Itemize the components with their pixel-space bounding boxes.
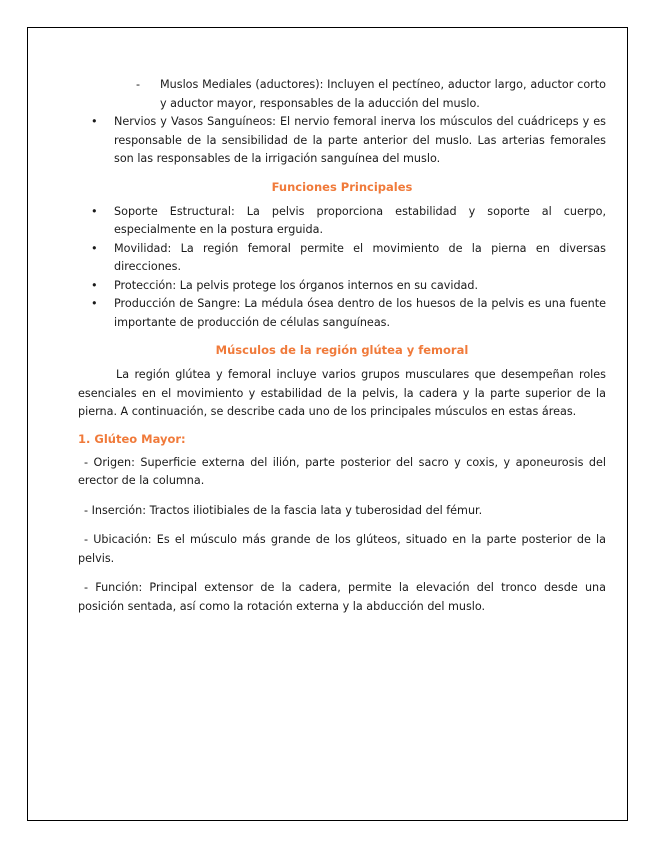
detail-origen: - Origen: Superficie externa del ilión, parte posterior del sacro y coxis, y aponeurosis del erector de la columna. bbox=[78, 455, 606, 487]
nerves-list bbox=[78, 113, 606, 169]
document-page bbox=[27, 27, 628, 821]
list-item-text: Soporte Estructural: La pelvis proporciona estabilidad y soporte al cuerpo, especialmente en la postura erguida. bbox=[114, 204, 606, 236]
funciones-list bbox=[78, 203, 606, 333]
bullet-icon: • bbox=[91, 297, 98, 310]
subheading-gluteo-mayor: 1. Glúteo Mayor: bbox=[78, 431, 186, 446]
sub-list-item-text: Muslos Mediales (aductores): Incluyen el pectíneo, aductor largo, aductor corto y aductor mayor, responsables de la aducción del muslo. bbox=[160, 78, 606, 110]
section-title-musculos: Músculos de la región glútea y femoral bbox=[215, 343, 469, 357]
list-item-soporte bbox=[78, 203, 606, 240]
bullet-icon: • bbox=[91, 241, 98, 255]
bullet-icon: • bbox=[91, 204, 98, 218]
bullet-icon: • bbox=[91, 115, 98, 128]
list-item-movilidad bbox=[78, 240, 606, 277]
list-item-text: Producción de Sangre: La médula ósea dentro de los huesos de la pelvis es una fuente importante de producción de células sanguíneas. bbox=[114, 297, 606, 329]
detail-ubicacion: - Ubicación: Es el músculo más grande de los glúteos, situado en la parte posterior de la pelvis. bbox=[78, 533, 606, 565]
dash-marker: - bbox=[136, 78, 141, 91]
bullet-icon: • bbox=[91, 278, 98, 292]
list-item-produccion bbox=[78, 295, 606, 332]
list-item-text: Movilidad: La región femoral permite el movimiento de la pierna en diversas direcciones. bbox=[114, 241, 606, 273]
list-item-text: Protección: La pelvis protege los órganos internos en su cavidad. bbox=[114, 278, 479, 292]
list-item-proteccion bbox=[78, 277, 606, 296]
musculos-intro-paragraph: La región glútea y femoral incluye varios grupos musculares que desempeñan roles esenciales en el movimiento y estabilidad de la pelvis, la cadera y la parte superior de la pierna. A continuación, se describe cada uno de los principales músculos en estas áreas. bbox=[78, 368, 606, 418]
page-content bbox=[78, 76, 606, 627]
section-title-funciones: Funciones Principales bbox=[271, 179, 413, 194]
detail-insercion: - Inserción: Tractos iliotibiales de la fascia lata y tuberosidad del fémur. bbox=[84, 503, 483, 517]
sub-list-item-muslos-mediales bbox=[78, 76, 606, 113]
list-item-text: Nervios y Vasos Sanguíneos: El nervio femoral inerva los músculos del cuádriceps y es responsable de la sensibilidad de la parte anterior del muslo. Las arterias femorales son las responsables de la irrigación sanguínea del muslo. bbox=[114, 115, 606, 165]
detail-funcion: - Función: Principal extensor de la cadera, permite la elevación del tronco desde una posición sentada, así como la rotación externa y la abducción del muslo. bbox=[78, 581, 606, 613]
list-item-nervios bbox=[78, 113, 606, 169]
